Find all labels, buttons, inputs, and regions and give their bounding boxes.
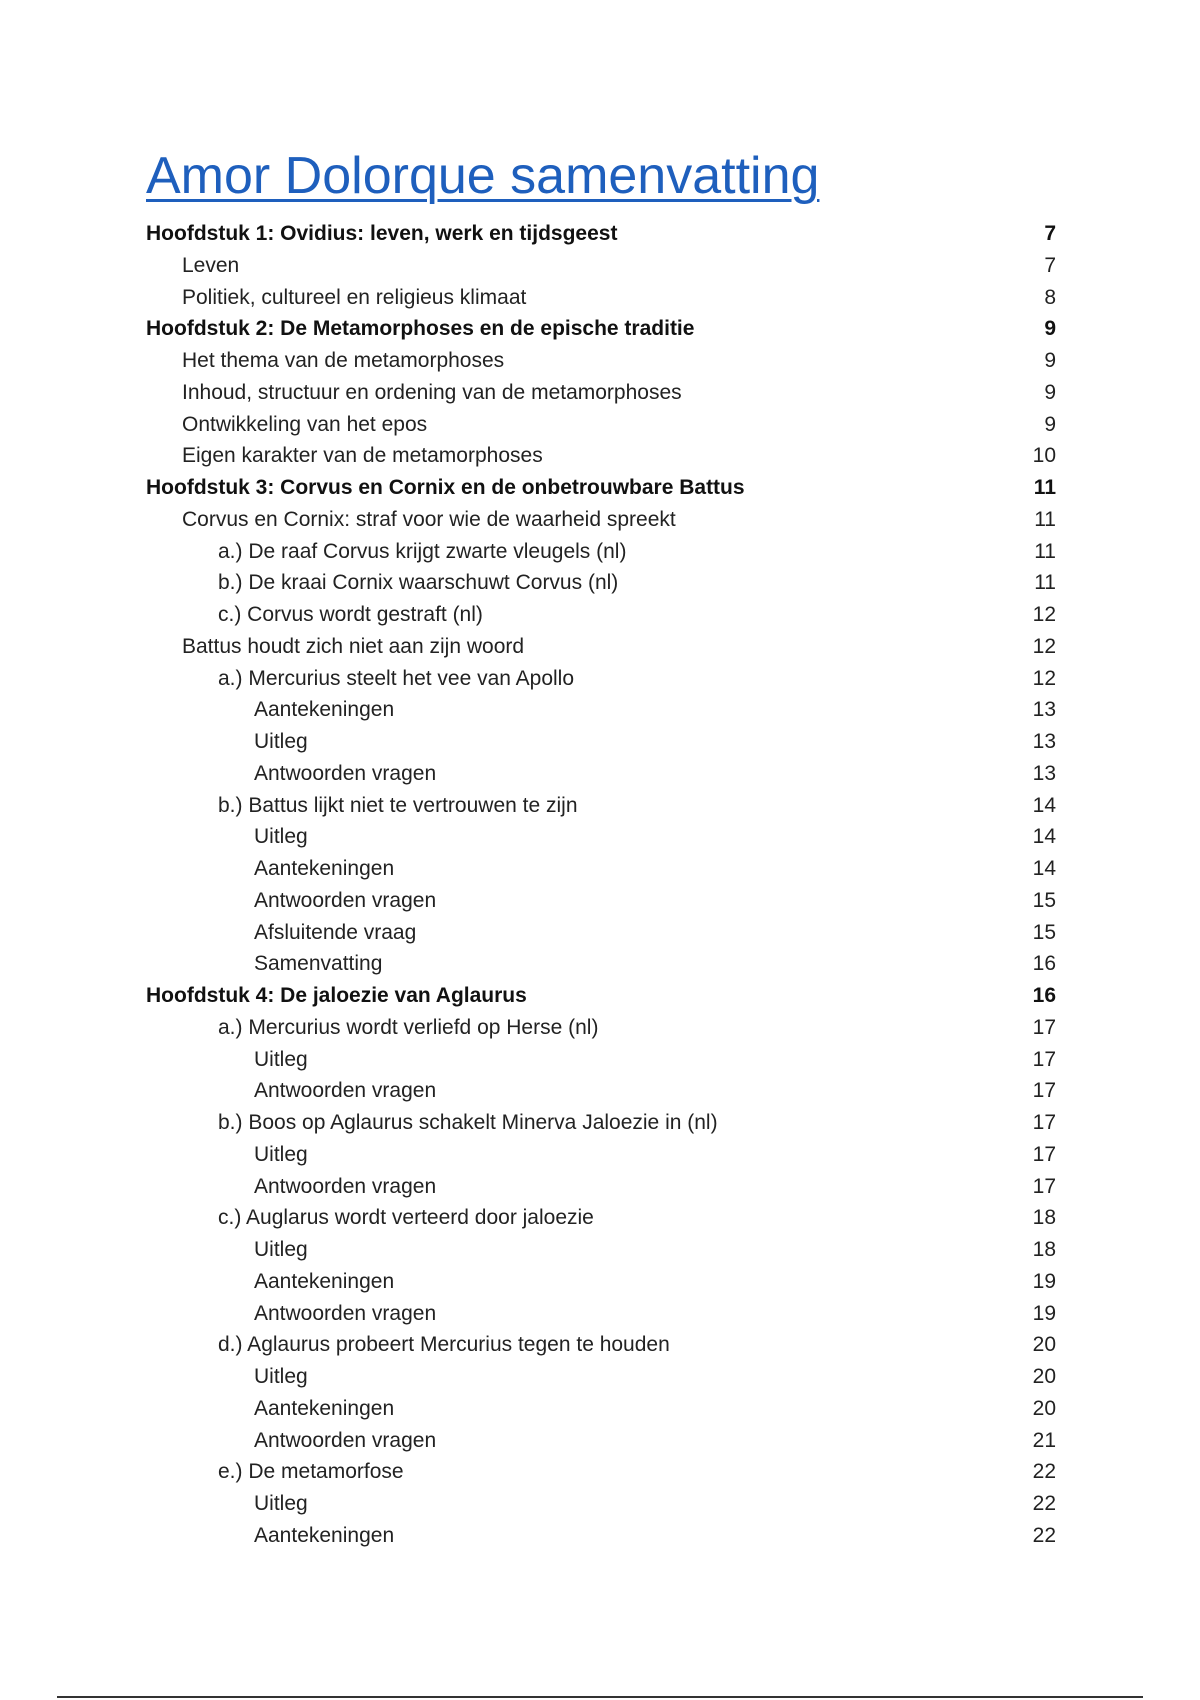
toc-entry[interactable] (146, 1075, 1056, 1107)
toc-entry-page-number: 12 (1032, 666, 1056, 690)
toc-entry-page-number: 13 (1032, 730, 1056, 753)
toc-entry[interactable] (146, 663, 1056, 695)
toc-entry-page-number: 17 (1032, 1174, 1056, 1198)
toc-entry[interactable] (146, 1171, 1056, 1203)
toc-entry[interactable] (146, 377, 1056, 409)
toc-entry-page-number: 7 (1044, 222, 1056, 245)
toc-entry[interactable] (146, 917, 1056, 949)
toc-entry[interactable] (146, 282, 1056, 314)
toc-entry-label: Uitleg (254, 825, 308, 849)
toc-entry[interactable] (146, 1234, 1056, 1266)
toc-entry-label: d.) Aglaurus probeert Mercurius tegen te houden (218, 1333, 670, 1357)
toc-entry-page-number: 19 (1032, 1301, 1056, 1325)
toc-entry-page-number: 18 (1032, 1206, 1056, 1230)
toc-entry-label: e.) De metamorfose (218, 1460, 404, 1484)
toc-entry[interactable] (146, 853, 1056, 885)
toc-entry-page-number: 10 (1032, 444, 1056, 468)
toc-entry[interactable] (146, 980, 1056, 1012)
toc-entry[interactable] (146, 694, 1056, 726)
toc-entry-page-number: 12 (1032, 603, 1056, 626)
toc-entry-label: Antwoorden vragen (254, 1428, 437, 1452)
toc-entry[interactable] (146, 821, 1056, 853)
toc-entry-label: c.) Auglarus wordt verteerd door jaloezie (218, 1206, 594, 1230)
toc-entry-page-number: 15 (1032, 888, 1056, 912)
toc-entry[interactable] (146, 440, 1056, 472)
toc-entry-label: Antwoorden vragen (254, 761, 437, 785)
toc-entry[interactable] (146, 1044, 1056, 1076)
toc-entry-page-number: 17 (1032, 1079, 1056, 1103)
toc-entry-label: Antwoorden vragen (254, 1079, 437, 1103)
toc-entry[interactable] (146, 409, 1056, 441)
toc-entry[interactable] (146, 948, 1056, 980)
toc-entry-page-number: 22 (1032, 1460, 1056, 1484)
table-of-contents (146, 218, 1056, 1552)
document-title[interactable]: Amor Dolorque samenvatting (146, 147, 820, 205)
toc-entry-label: Hoofdstuk 1: Ovidius: leven, werk en tijdsgeest (146, 222, 618, 245)
toc-entry-label: Ontwikkeling van het epos (182, 412, 428, 436)
toc-entry-page-number: 16 (1032, 984, 1056, 1007)
toc-entry[interactable] (146, 567, 1056, 599)
toc-entry-page-number: 15 (1032, 920, 1056, 944)
toc-entry[interactable] (146, 1456, 1056, 1488)
toc-entry-page-number: 17 (1032, 1111, 1056, 1134)
toc-entry-label: Uitleg (254, 1047, 308, 1071)
toc-entry-label: Afsluitende vraag (254, 920, 417, 944)
toc-entry-label: Samenvatting (254, 952, 383, 976)
toc-entry[interactable] (146, 790, 1056, 822)
toc-entry-label: Aantekeningen (254, 857, 395, 880)
toc-entry[interactable] (146, 1298, 1056, 1330)
toc-entry[interactable] (146, 218, 1056, 250)
toc-entry-label: Hoofdstuk 4: De jaloezie van Aglaurus (146, 984, 527, 1007)
toc-entry-label: Hoofdstuk 2: De Metamorphoses en de epische traditie (146, 317, 695, 341)
toc-entry-page-number: 20 (1032, 1365, 1056, 1388)
toc-entry-label: Hoofdstuk 3: Corvus en Cornix en de onbetrouwbare Battus (146, 476, 745, 499)
toc-entry-page-number: 14 (1032, 825, 1056, 849)
toc-entry-page-number: 17 (1032, 1047, 1056, 1071)
toc-entry[interactable] (146, 599, 1056, 631)
toc-entry-page-number: 11 (1034, 571, 1056, 595)
toc-entry-page-number: 20 (1032, 1396, 1056, 1420)
toc-entry[interactable] (146, 250, 1056, 282)
toc-entry[interactable] (146, 1361, 1056, 1393)
toc-entry-page-number: 9 (1044, 317, 1056, 341)
toc-entry-label: Politiek, cultureel en religieus klimaat (182, 285, 527, 309)
toc-entry-page-number: 13 (1032, 698, 1056, 722)
toc-entry-page-number: 20 (1032, 1333, 1056, 1357)
toc-entry-page-number: 22 (1032, 1523, 1056, 1547)
toc-entry-label: Aantekeningen (254, 698, 395, 722)
toc-entry[interactable] (146, 345, 1056, 377)
toc-entry[interactable] (146, 885, 1056, 917)
toc-entry[interactable] (146, 1139, 1056, 1171)
toc-entry-label: b.) Battus lijkt niet te vertrouwen te zijn (218, 793, 578, 817)
toc-entry[interactable] (146, 536, 1056, 568)
toc-entry-page-number: 18 (1032, 1238, 1056, 1261)
toc-entry-label: c.) Corvus wordt gestraft (nl) (218, 603, 483, 626)
toc-entry-label: Antwoorden vragen (254, 888, 437, 912)
toc-entry-label: Het thema van de metamorphoses (182, 349, 505, 372)
toc-entry-label: Uitleg (254, 1492, 308, 1515)
footer-divider (57, 1696, 1143, 1698)
toc-entry-label: Aantekeningen (254, 1396, 395, 1420)
toc-entry[interactable] (146, 1488, 1056, 1520)
toc-entry-label: Inhoud, structuur en ordening van de metamorphoses (182, 380, 682, 404)
toc-entry-label: Antwoorden vragen (254, 1174, 437, 1198)
toc-entry[interactable] (146, 758, 1056, 790)
toc-entry-page-number: 11 (1034, 539, 1056, 563)
toc-entry-label: Uitleg (254, 1365, 308, 1388)
toc-entry-label: a.) Mercurius wordt verliefd op Herse (nl) (218, 1015, 599, 1039)
toc-entry[interactable] (146, 1425, 1056, 1457)
toc-entry-label: Aantekeningen (254, 1269, 395, 1293)
toc-entry-label: Eigen karakter van de metamorphoses (182, 444, 543, 468)
toc-entry-page-number: 12 (1032, 634, 1056, 658)
toc-entry-label: Corvus en Cornix: straf voor wie de waarheid spreekt (182, 507, 676, 531)
toc-entry[interactable] (146, 1266, 1056, 1298)
toc-entry-page-number: 14 (1032, 793, 1056, 817)
toc-entry-page-number: 11 (1034, 507, 1056, 531)
toc-entry[interactable] (146, 504, 1056, 536)
toc-entry-page-number: 9 (1044, 412, 1056, 436)
toc-entry[interactable] (146, 1520, 1056, 1552)
toc-entry-label: Uitleg (254, 1142, 308, 1166)
toc-entry-page-number: 19 (1032, 1269, 1056, 1293)
toc-entry-page-number: 21 (1032, 1428, 1056, 1452)
toc-entry[interactable] (146, 1329, 1056, 1361)
toc-entry[interactable] (146, 1202, 1056, 1234)
toc-entry-page-number: 7 (1044, 253, 1056, 277)
toc-entry[interactable] (146, 472, 1056, 504)
toc-entry-page-number: 17 (1032, 1142, 1056, 1166)
toc-entry-page-number: 16 (1032, 952, 1056, 976)
toc-entry-label: a.) Mercurius steelt het vee van Apollo (218, 666, 575, 690)
toc-entry-page-number: 11 (1033, 476, 1056, 499)
toc-entry[interactable] (146, 631, 1056, 663)
toc-entry-label: Leven (182, 253, 240, 277)
toc-entry-label: Aantekeningen (254, 1523, 395, 1547)
toc-entry[interactable] (146, 1107, 1056, 1139)
toc-entry-page-number: 13 (1032, 761, 1056, 785)
toc-entry-label: b.) Boos op Aglaurus schakelt Minerva Jaloezie in (nl) (218, 1111, 718, 1134)
toc-entry-label: a.) De raaf Corvus krijgt zwarte vleugels (nl) (218, 539, 627, 563)
toc-entry-label: Uitleg (254, 1238, 308, 1261)
toc-entry-label: Uitleg (254, 730, 308, 753)
toc-entry[interactable] (146, 313, 1056, 345)
toc-entry-page-number: 9 (1044, 349, 1056, 372)
toc-entry[interactable] (146, 1393, 1056, 1425)
toc-entry-label: b.) De kraai Cornix waarschuwt Corvus (nl) (218, 571, 619, 595)
toc-entry-page-number: 9 (1044, 380, 1056, 404)
toc-entry-label: Battus houdt zich niet aan zijn woord (182, 634, 525, 658)
toc-entry[interactable] (146, 726, 1056, 758)
toc-entry-page-number: 14 (1032, 857, 1056, 880)
toc-entry[interactable] (146, 1012, 1056, 1044)
toc-entry-label: Antwoorden vragen (254, 1301, 437, 1325)
toc-entry-page-number: 17 (1032, 1015, 1056, 1039)
toc-entry-page-number: 8 (1044, 285, 1056, 309)
toc-entry-page-number: 22 (1032, 1492, 1056, 1515)
